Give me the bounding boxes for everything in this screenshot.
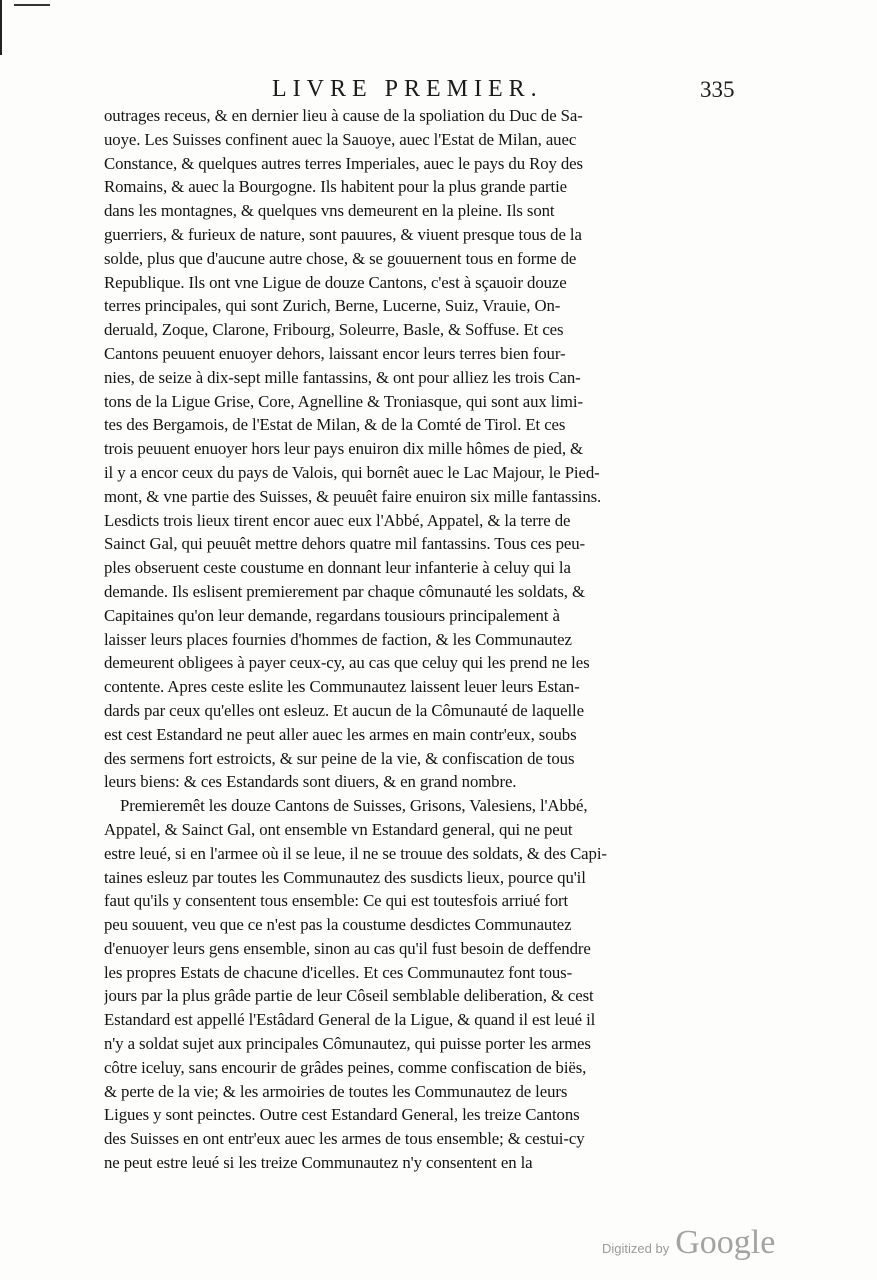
top-margin-mark <box>14 4 50 6</box>
text-line: contente. Apres ceste eslite les Communautez laissent leuer leurs Estan- <box>104 677 580 697</box>
text-line: uoye. Les Suisses confinent auec la Sauoye, auec l'Estat de Milan, auec <box>104 129 577 149</box>
text-line: des Suisses en ont entr'eux auec les armes de tous ensemble; & cestui-cy <box>104 1129 585 1149</box>
text-line: Sainct Gal, qui peuuêt mettre dehors quatre mil fantassins. Tous ces peu- <box>104 534 586 554</box>
text-line: deruald, Zoque, Clarone, Fribourg, Soleurre, Basle, & Soffuse. Et ces <box>104 320 564 340</box>
text-line: Ligues y sont peinctes. Outre cest Estandard General, les treize Cantons <box>104 1105 580 1125</box>
text-line: Cantons peuuent enuoyer dehors, laissant encor leurs terres bien four- <box>104 343 566 363</box>
body-text <box>104 104 720 1175</box>
text-line: & perte de la vie; & les armoiries de toutes les Communautez de leurs <box>104 1081 568 1101</box>
text-line: Capitaines qu'on leur demande, regardans tousiours principalement à <box>104 605 560 625</box>
text-line: tons de la Ligue Grise, Core, Agnelline & Troniasque, qui sont aux limi- <box>104 391 583 411</box>
text-line: d'enuoyer leurs gens ensemble, sinon au cas qu'il fust besoin de deffendre <box>104 938 591 958</box>
page-number: 335 <box>700 77 735 102</box>
text-line: Republique. Ils ont vne Ligue de douze Cantons, c'est à sçauoir douze <box>104 272 567 292</box>
text-line: les propres Estats de chacune d'icelles. Et ces Communautez font tous- <box>104 962 573 982</box>
text-line: faut qu'ils y consentent tous ensemble: Ce qui est toutesfois arriué fort <box>104 891 569 911</box>
text-line: mont, & vne partie des Suisses, & peuuêt faire enuiron six mille fantassins. <box>104 486 602 506</box>
google-logo: Google <box>675 1224 776 1261</box>
text-line: n'y a soldat sujet aux principales Cômunautez, qui puisse porter les armes <box>104 1034 591 1054</box>
text-line: Constance, & quelques autres terres Imperiales, auec le pays du Roy des <box>104 153 583 173</box>
text-line: est cest Estandard ne peut aller auec les armes en main contr'eux, soubs <box>104 724 577 744</box>
text-line: Appatel, & Sainct Gal, ont ensemble vn Estandard general, qui ne peut <box>104 819 573 839</box>
text-line: guerriers, & furieux de nature, sont pauures, & viuent presque tous de la <box>104 224 582 244</box>
text-line: estre leué, si en l'armee où il se leue, il ne se trouue des soldats, & des Capi- <box>104 843 607 863</box>
text-line: trois peuuent enuoyer hors leur pays enuiron dix mille hômes de pied, & <box>104 439 583 459</box>
text-line: dards par ceux qu'elles ont esleuz. Et aucun de la Cômunauté de laquelle <box>104 700 584 720</box>
text-line: nies, de seize à dix-sept mille fantassins, & ont pour alliez les trois Can- <box>104 367 581 387</box>
text-line: Premieremêt les douze Cantons de Suisses, Grisons, Valesiens, l'Abbé, <box>120 796 588 816</box>
watermark-prefix: Digitized by <box>602 1241 670 1256</box>
digitization-watermark <box>602 1224 775 1262</box>
running-head: LIVRE PREMIER. <box>272 76 543 102</box>
text-line: outrages receus, & en dernier lieu à cause de la spoliation du Duc de Sa- <box>104 106 583 125</box>
text-line: Lesdicts trois lieux tirent encor auec eux l'Abbé, Appatel, & la terre de <box>104 510 571 530</box>
page-edge-mark <box>0 0 2 55</box>
text-line: jours par la plus grâde partie de leur Côseil semblable deliberation, & cest <box>104 986 594 1006</box>
text-line: solde, plus que d'aucune autre chose, & se gouuernent tous en forme de <box>104 248 577 268</box>
text-line: Romains, & auec la Bourgogne. Ils habitent pour la plus grande partie <box>104 177 568 197</box>
text-line: il y a encor ceux du pays de Valois, qui bornêt auec le Lac Majour, le Pied- <box>104 462 600 482</box>
text-line: demeurent obligees à payer ceux-cy, au cas que celuy qui les prend ne les <box>104 653 590 673</box>
text-line: leurs biens: & ces Estandards sont diuers, & en grand nombre. <box>104 772 517 792</box>
text-line: côtre iceluy, sans encourir de grâdes peines, comme confiscation de biës, <box>104 1057 587 1077</box>
text-line: terres principales, qui sont Zurich, Berne, Lucerne, Suiz, Vrauie, On- <box>104 296 561 316</box>
text-line: dans les montagnes, & quelques vns demeurent en la pleine. Ils sont <box>104 201 555 221</box>
text-line: demande. Ils eslisent premierement par chaque cômunauté les soldats, & <box>104 581 585 601</box>
text-line: ples obseruent ceste coustume en donnant leur infanterie à celuy qui la <box>104 558 571 578</box>
text-line: Estandard est appellé l'Estâdard General de la Ligue, & quand il est leué il <box>104 1010 596 1030</box>
text-line: des sermens fort estroicts, & sur peine de la vie, & confiscation de tous <box>104 748 575 768</box>
text-line: taines esleuz par toutes les Communautez des susdicts lieux, pource qu'il <box>104 867 586 887</box>
text-line: ne peut estre leué si les treize Communautez n'y consentent en la <box>104 1153 533 1173</box>
text-line: tes des Bergamois, de l'Estat de Milan, & de la Comté de Tirol. Et ces <box>104 415 566 435</box>
text-line: peu souuent, veu que ce n'est pas la coustume desdictes Communautez <box>104 915 572 935</box>
text-line: laisser leurs places fournies d'hommes de faction, & les Communautez <box>104 629 572 649</box>
